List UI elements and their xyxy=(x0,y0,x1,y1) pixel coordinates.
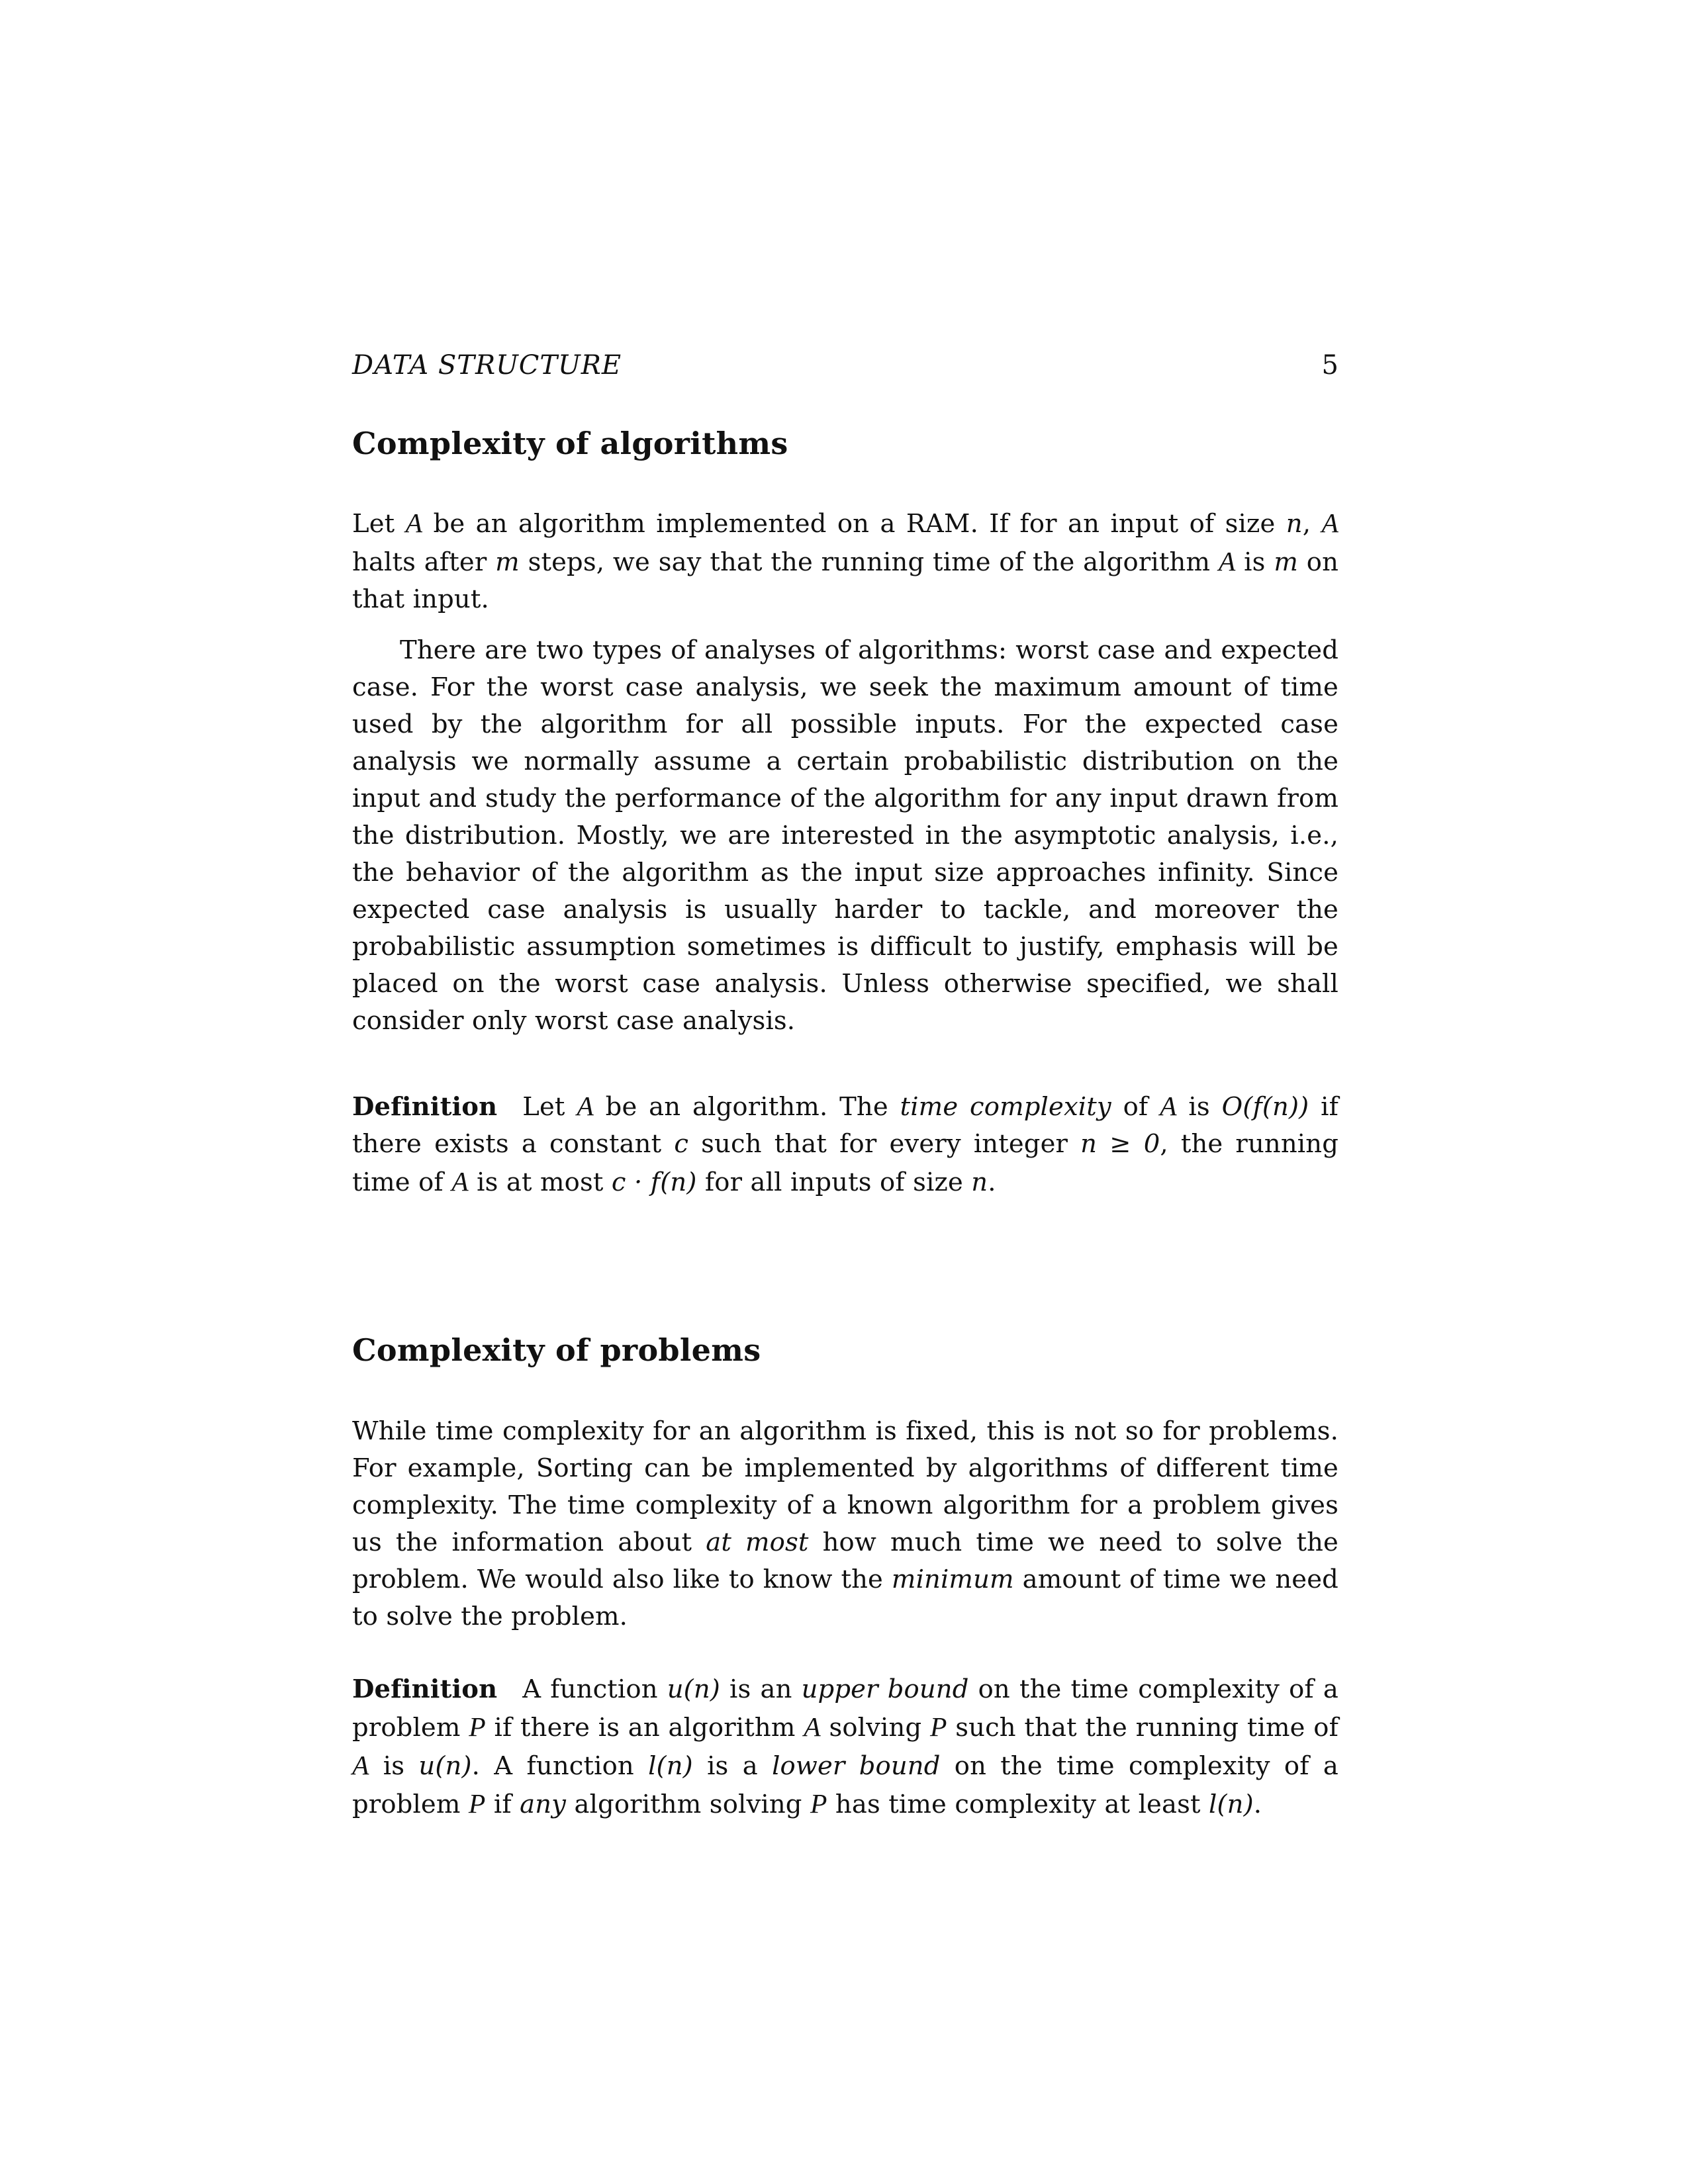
math-symbol: A xyxy=(804,1711,821,1742)
math-symbol: A xyxy=(577,1091,594,1121)
math-symbol: P xyxy=(469,1711,486,1742)
math-symbol: P xyxy=(810,1788,827,1819)
defined-term: upper bound xyxy=(801,1674,969,1704)
math-symbol: c xyxy=(674,1129,689,1159)
definition-label: Definition xyxy=(352,1674,498,1704)
math-expression: u(n) xyxy=(667,1674,720,1704)
paragraph: There are two types of analyses of algorithms: worst case and expected case. For the worst case analysis, we seek the maximum amount of time used by the algorithm for all possible inputs. For the expected case analysis we normally assume a certain probabilistic distribution on the input and study the performance of the algorithm for any input drawn from the distribution. Mostly, we are interested in the asymptotic analysis, i.e., the behavior of the algorithm as the input size approaches infinity. Since expected case analysis is usually harder to tackle, and moreover the probabilistic assumption sometimes is difficult to justify, emphasis will be placed on the worst case analysis. Unless otherwise specified, we shall consider only worst case analysis. xyxy=(352,635,1338,1036)
math-symbol: A xyxy=(1218,546,1236,576)
math-symbol: A xyxy=(451,1166,469,1197)
math-expression: n ≥ 0 xyxy=(1080,1129,1160,1159)
math-symbol: P xyxy=(468,1788,486,1819)
math-symbol: A xyxy=(352,1750,369,1780)
emphasis: any xyxy=(520,1790,567,1819)
math-expression: l(n) xyxy=(1209,1790,1254,1819)
section-complexity-of-algorithms xyxy=(352,424,1338,463)
math-expression: O(f(n)) xyxy=(1221,1092,1309,1122)
math-symbol: m xyxy=(495,547,520,577)
paragraph: While time complexity for an algorithm is fixed, this is not so for problems. For example, Sorting can be implemented by algorithms of different time complexity. The time complexity of a known algorithm for a problem gives us the information about at most how much time we need to solve the problem. We would also like to know the minimum amount of time we need to solve the problem. xyxy=(352,1416,1338,1631)
definition-paragraph: Definition Let A be an algorithm. The time complexity of A is O(f(n)) if there exists a constant c such that for every integer n ≥ 0, the running time of A is at most c · f(n) for all inputs of size n. xyxy=(352,1091,1339,1197)
running-title: DATA STRUCTURE xyxy=(352,350,622,381)
section-title: Complexity of problems xyxy=(352,1332,761,1368)
definition-paragraph: Definition A function u(n) is an upper bound on the time complexity of a problem P if there is an algorithm A solving P such that the running time of A is u(n). A function l(n) is a lower bound on the time complexity of a problem P if any algorithm solving P has time complexity at least l(n). xyxy=(352,1674,1338,1819)
math-symbol: A xyxy=(1321,508,1338,538)
math-symbol: A xyxy=(405,508,423,538)
math-expression: l(n) xyxy=(648,1751,693,1781)
emphasis: minimum xyxy=(891,1565,1014,1594)
math-symbol: A xyxy=(1160,1091,1177,1121)
defined-term: lower bound xyxy=(772,1751,941,1781)
definition-label: Definition xyxy=(352,1092,498,1122)
math-symbol: m xyxy=(1274,547,1298,577)
defined-term: time complexity xyxy=(900,1092,1111,1122)
definition-bounds xyxy=(352,1671,1338,1823)
math-expression: u(n) xyxy=(418,1751,472,1781)
math-expression: c · f(n) xyxy=(611,1167,697,1197)
emphasis: at most xyxy=(706,1527,809,1557)
section-title: Complexity of algorithms xyxy=(352,426,788,461)
definition-time-complexity xyxy=(352,1087,1338,1201)
math-symbol: n xyxy=(1286,509,1303,539)
section1-paragraph-2 xyxy=(352,632,1338,1040)
math-symbol: P xyxy=(929,1711,947,1742)
section2-paragraph-1 xyxy=(352,1413,1338,1635)
section-complexity-of-problems xyxy=(352,1330,1338,1370)
paragraph: Let A be an algorithm implemented on a RAM. If for an input of size n, A halts after m steps, we say that the running time of the algorithm A is m on that input. xyxy=(352,508,1339,614)
running-header xyxy=(352,345,1338,385)
section1-paragraph-1 xyxy=(352,504,1338,618)
document-page xyxy=(352,0,1338,2184)
page-number: 5 xyxy=(1321,350,1338,381)
math-symbol: n xyxy=(971,1167,988,1197)
